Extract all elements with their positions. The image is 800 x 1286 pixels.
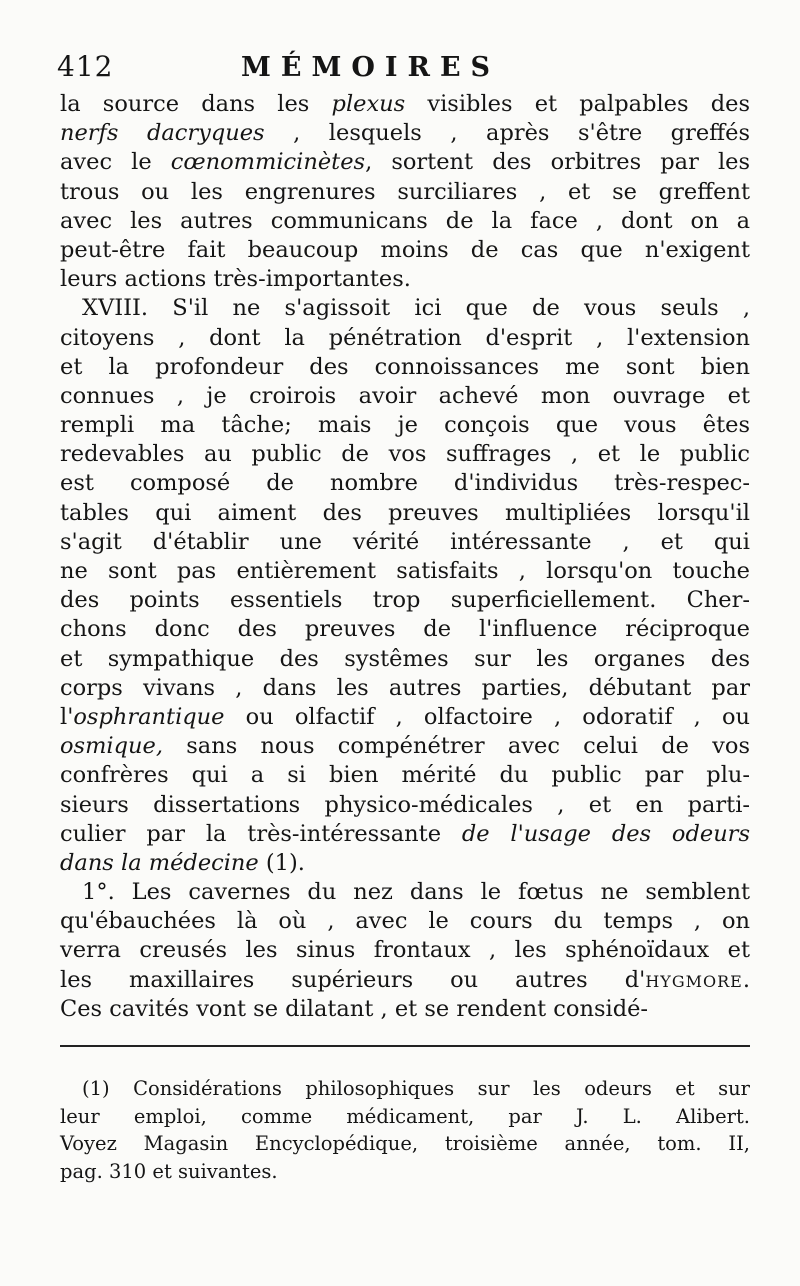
text-line (60, 761, 750, 790)
italic-segment: osphrantique (73, 703, 225, 730)
text-segment: l' (60, 703, 74, 730)
text-segment: verra creusés les sinus frontaux , les sphénoïdaux et (60, 937, 750, 964)
text-line (60, 791, 750, 820)
text-segment: XVIII. S'il ne s'agissoit ici que de vous seuls , (82, 295, 750, 322)
italic-segment: osmique, (60, 733, 163, 760)
text-segment: culier par la très-intéressante (60, 820, 462, 847)
text-segment: la source dans les (60, 91, 332, 117)
text-line (60, 411, 750, 440)
text-line (60, 674, 750, 703)
text-line (60, 499, 750, 528)
text-segment: , sortent des orbitres par les (365, 149, 751, 176)
text-line (60, 90, 750, 119)
text-line (60, 820, 750, 849)
text-segment: , lesquels , après s'être greffés (264, 120, 750, 147)
text-segment: trous ou les engrenures surciliares , et se greffent (60, 178, 750, 205)
text-segment: s'agit d'établir une vérité intéressante , et qui (60, 528, 750, 555)
text-segment: et la profondeur des connoissances me sont bien (60, 353, 750, 380)
text-line (60, 615, 750, 644)
text-segment: sans nous compénétrer avec celui de vos (163, 733, 750, 760)
text-segment: sieurs dissertations physico-médicales , et en parti- (60, 791, 750, 818)
text-line (60, 907, 750, 936)
text-line (60, 382, 750, 411)
text-line (60, 849, 750, 878)
text-segment: confrères qui a si bien mérité du public par plu- (60, 762, 750, 789)
text-segment: des points essentiels trop superficiellement. Cher- (60, 587, 750, 614)
text-segment: peut-être fait beaucoup moins de cas que n'exigent (60, 236, 750, 263)
text-line (60, 236, 750, 265)
text-segment: Ces cavités vont se dilatant , et se rendent considé- (60, 995, 649, 1022)
text-line (60, 936, 750, 965)
text-line (60, 586, 750, 615)
text-line (60, 966, 750, 995)
text-line (60, 148, 750, 177)
text-line (60, 294, 750, 323)
footnote-line: pag. 310 et suivantes. (60, 1159, 278, 1183)
text-line (60, 440, 750, 469)
running-title: MÉMOIRES (241, 52, 501, 83)
text-segment: ou olfactif , olfactoire , odoratif , ou (224, 703, 750, 730)
text-line (60, 995, 750, 1024)
italic-segment: dans la médecine (60, 849, 259, 876)
italic-segment: de l'usage des odeurs (461, 820, 750, 847)
text-segment: leurs actions très-importantes. (60, 266, 411, 293)
text-segment: avec le (60, 149, 171, 176)
footnote (60, 1075, 750, 1185)
text-segment: est composé de nombre d'individus très-respec- (60, 470, 750, 497)
text-line (60, 265, 750, 294)
text-segment: citoyens , dont la pénétration d'esprit , l'extension (60, 324, 750, 351)
footnote-rule (60, 1045, 750, 1047)
footnote-line: leur emploi, comme médicament, par J. L. Alibert. (60, 1104, 750, 1128)
italic-segment: cœnommicinètes (170, 149, 366, 176)
text-segment: ne sont pas entièrement satisfaits , lorsqu'on touche (60, 558, 750, 584)
text-segment: 1°. Les cavernes du nez dans le fœtus ne semblent (82, 879, 750, 906)
text-segment: (1). (258, 849, 305, 876)
text-line (60, 557, 750, 586)
footnote-line: (1) Considérations philosophiques sur les odeurs et sur (82, 1077, 750, 1100)
text-line (60, 732, 750, 761)
text-segment: tables qui aiment des preuves multipliées lorsqu'il (60, 499, 750, 526)
italic-segment: plexus (331, 91, 406, 117)
text-segment: rempli ma tâche; mais je conçois que vous êtes (60, 412, 750, 439)
text-segment: corps vivans , dans les autres parties, débutant par (60, 674, 750, 701)
text-segment: les maxillaires supérieurs ou autres d' (60, 966, 646, 993)
text-segment: hygmore (645, 966, 743, 993)
text-segment: et sympathique des systêmes sur les organes des (60, 645, 750, 672)
page-header (55, 50, 740, 90)
text-line (60, 178, 750, 207)
text-line (60, 119, 750, 148)
text-line (60, 878, 750, 907)
text-segment: avec les autres communicans de la face , dont on a (60, 207, 750, 234)
text-line (60, 703, 750, 732)
text-line (60, 207, 750, 236)
text-line (60, 645, 750, 674)
italic-segment: nerfs dacryques (60, 120, 265, 147)
page-number: 412 (57, 50, 114, 83)
text-line (60, 324, 750, 353)
text-segment: visibles et palpables des (405, 91, 750, 117)
footnote-line: Voyez Magasin Encyclopédique, troisième année, tom. II, (60, 1132, 750, 1155)
text-segment: qu'ébauchées là où , avec le cours du temps , on (60, 908, 750, 935)
text-segment: chons donc des preuves de l'influence réciproque (60, 616, 750, 643)
text-line (60, 353, 750, 382)
text-segment: . (742, 966, 750, 993)
text-line (60, 528, 750, 557)
body-text (60, 90, 750, 1024)
text-segment: redevables au public de vos suffrages , et le public (60, 441, 750, 468)
text-line (60, 469, 750, 498)
text-segment: connues , je croirois avoir achevé mon ouvrage et (60, 382, 750, 409)
